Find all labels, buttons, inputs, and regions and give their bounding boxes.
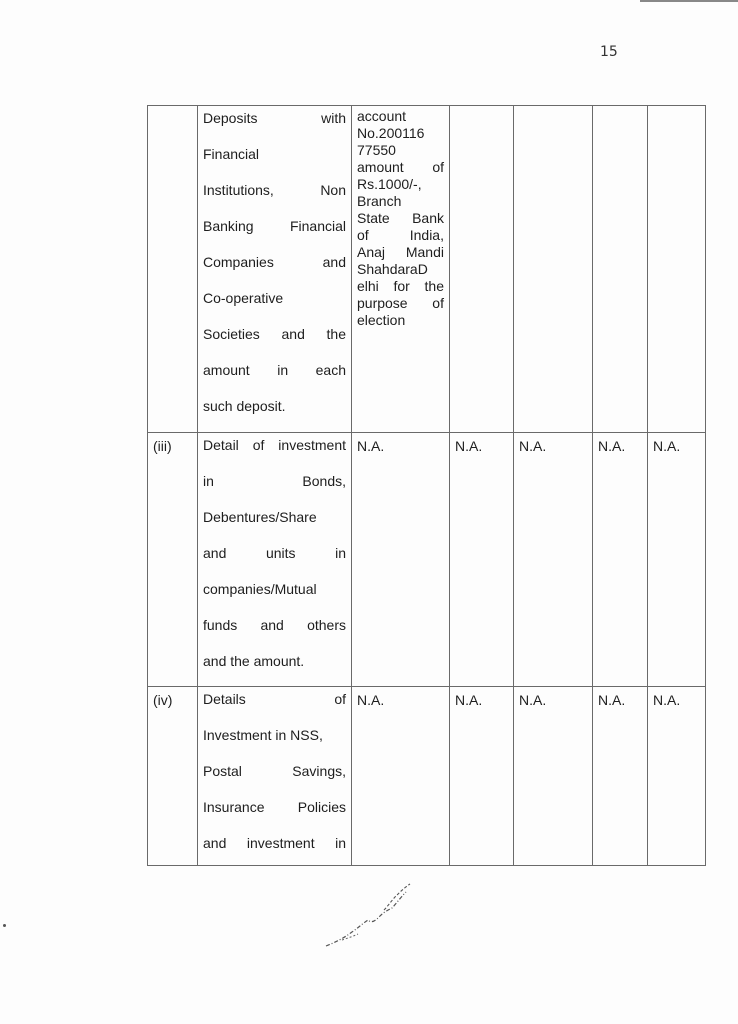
description-cell: [198, 433, 352, 687]
col6-cell: N.A.: [593, 687, 648, 866]
description-text: Deposits with Financial Institutions, Non Banking Financial Companies and Co-operative Societies and the amount in each such deposit.: [203, 110, 346, 414]
col4-cell: N.A.: [450, 433, 514, 687]
details-cell: N.A.: [352, 687, 450, 866]
col5-cell: [514, 106, 593, 433]
handwritten-signature: [322, 880, 418, 952]
serial-cell: [148, 106, 198, 433]
scan-speck: [3, 924, 6, 927]
table-row: [148, 687, 706, 866]
col4-cell: [450, 106, 514, 433]
table-row: [148, 106, 706, 433]
description-text: Detail of investment in Bonds, Debentures/Share and units in companies/Mutual funds and others and the amount.: [203, 437, 346, 669]
col7-cell: N.A.: [648, 433, 706, 687]
serial-cell: (iv): [148, 687, 198, 866]
description-text: Details of Investment in NSS, Postal Savings, Insurance Policies and investment in: [203, 691, 346, 851]
details-cell: N.A.: [352, 433, 450, 687]
col5-cell: N.A.: [514, 687, 593, 866]
details-cell: [352, 106, 450, 433]
assets-table: [147, 105, 706, 866]
details-text: account No.200116 77550 amount of Rs.1000/-, Branch State Bank of India, Anaj Mandi ShahdaraD elhi for the purpose of election: [357, 108, 444, 328]
col6-cell: N.A.: [593, 433, 648, 687]
col6-cell: [593, 106, 648, 433]
scan-edge-line: [640, 0, 738, 2]
serial-cell: (iii): [148, 433, 198, 687]
table-row: [148, 433, 706, 687]
col4-cell: N.A.: [450, 687, 514, 866]
description-cell: [198, 106, 352, 433]
page-number: 15: [600, 44, 618, 60]
col5-cell: N.A.: [514, 433, 593, 687]
description-cell: [198, 687, 352, 866]
col7-cell: N.A.: [648, 687, 706, 866]
col7-cell: [648, 106, 706, 433]
